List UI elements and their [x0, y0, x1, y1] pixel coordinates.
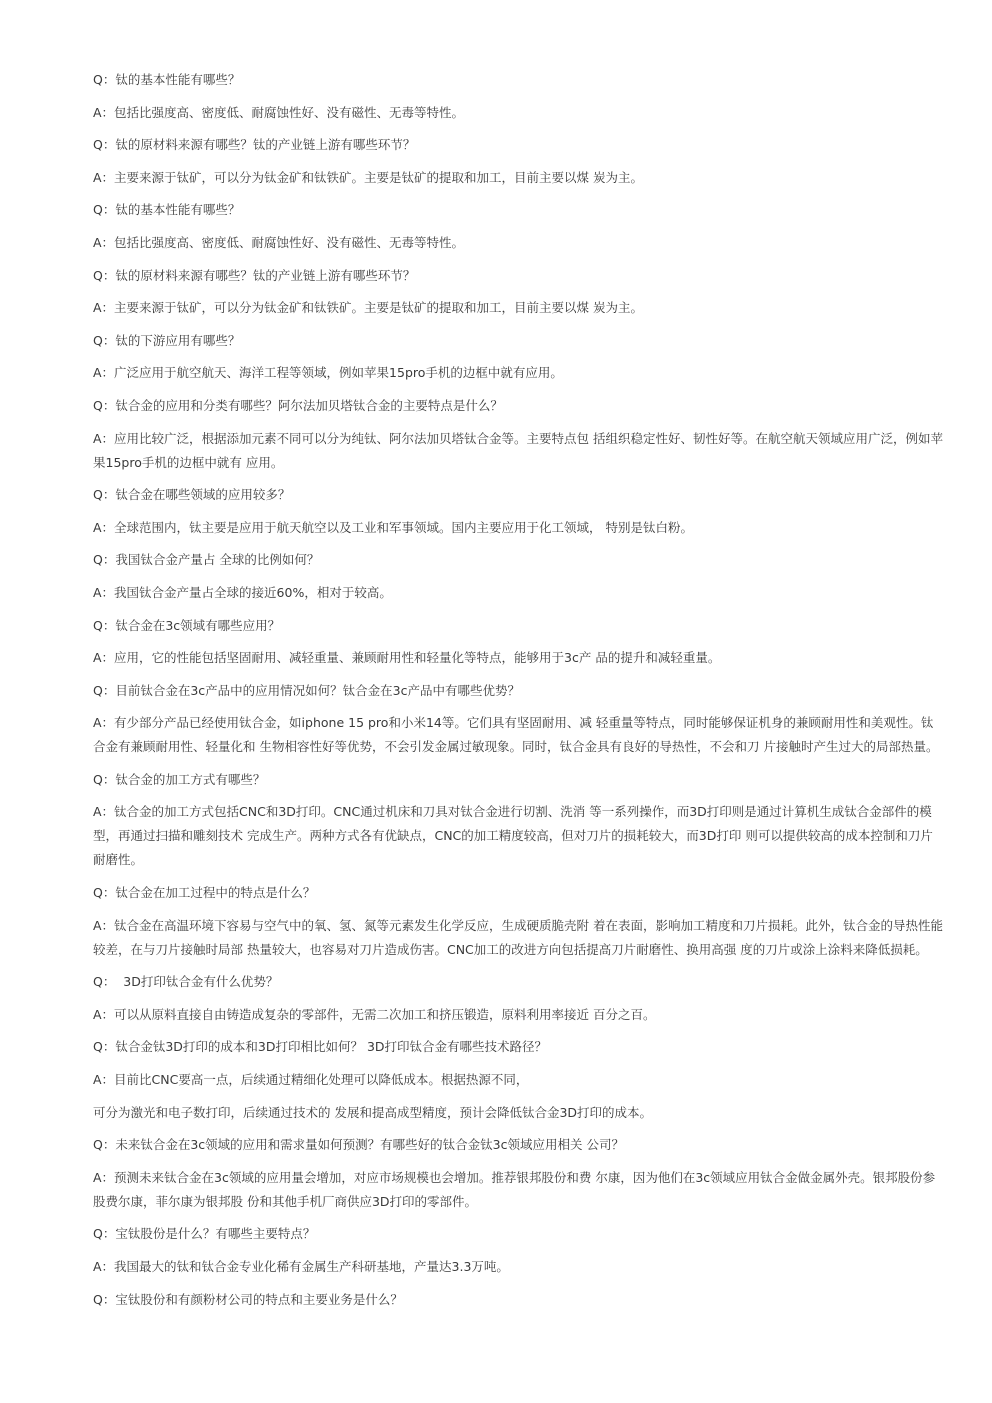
answer-text: A：主要来源于钛矿，可以分为钛金矿和钛铁矿。主要是钛矿的提取和加工，目前主要以煤 炭为主。 [93, 300, 644, 316]
answer-text: A：钛合金在高温环境下容易与空气中的氧、氢、氮等元素发生化学反应，生成硬质脆壳附 着在表面，影响加工精度和刀片损耗。此外，钛合金的导热性能较差，在与刀片接触时局部 热量较大，也容易对刀片造成伤害。CNC加工的改进方向包括提高刀片耐磨性、换用高强 度的刀片或涂上涂料来降低损耗。 [93, 917, 944, 957]
question-text: Q：钛合金的加工方式有哪些？ [93, 771, 266, 787]
question-text: Q：钛合金的应用和分类有哪些？阿尔法加贝塔钛合金的主要特点是什么？ [93, 397, 503, 413]
answer-text: A：应用，它的性能包括坚固耐用、减轻重量、兼顾耐用性和轻量化等特点，能够用于3c产 品的提升和减轻重量。 [93, 650, 721, 666]
answer-text: A：广泛应用于航空航天、海洋工程等领域，例如苹果15pro手机的边框中就有应用。 [93, 365, 563, 381]
answer-text: A：我国最大的钛和钛合金专业化稀有金属生产科研基地，产量达3.3万吨。 [93, 1259, 509, 1274]
question-text: Q：未来钛合金在3c领域的应用和需求量如何预测？有哪些好的钛合金钛3c领域应用相关 公司？ [93, 1137, 624, 1153]
answer-text: A：目前比CNC要高一点，后续通过精细化处理可以降低成本。根据热源不同， [93, 1072, 529, 1088]
answer-text: A：包括比强度高、密度低、耐腐蚀性好、没有磁性、无毒等特性。 [93, 104, 465, 120]
question-text: Q：宝钛股份和有颜粉材公司的特点和主要业务是什么？ [93, 1291, 403, 1307]
question-text: Q：钛合金在哪些领域的应用较多？ [93, 487, 291, 503]
question-text: Q：我国钛合金产量占 全球的比例如何？ [93, 552, 320, 568]
question-text: Q：钛的基本性能有哪些？ [93, 72, 241, 87]
question-text: Q：钛的基本性能有哪些？ [93, 202, 241, 218]
question-text: Q：钛的原材料来源有哪些？钛的产业链上游有哪些环节？ [93, 267, 416, 283]
question-text: Q：钛合金在3c领域有哪些应用？ [93, 617, 281, 633]
question-text: Q：钛合金在加工过程中的特点是什么？ [93, 885, 316, 901]
question-text: Q：目前钛合金在3c产品中的应用情况如何？钛合金在3c产品中有哪些优势？ [93, 682, 520, 698]
answer-text: A：包括比强度高、密度低、耐腐蚀性好、没有磁性、无毒等特性。 [93, 234, 465, 250]
answer-text: A：有少部分产品已经使用钛合金，如iphone 15 pro和小米14等。它们具有坚固耐用、减 轻重量等特点，同时能够保证机身的兼顾耐用性和美观性。钛合金有兼顾耐用性、轻量化和 生物相容性好等优势，不会引发金属过敏现象。同时，钛合金具有良好的导热性，不会和刀 片接触时产生过大的局部热量。 [93, 715, 939, 755]
question-text: Q：钛的下游应用有哪些？ [93, 332, 241, 348]
document-body [93, 68, 945, 1320]
answer-text: A：可以从原料直接自由铸造成复杂的零部件，无需二次加工和挤压锻造，原料利用率接近 百分之百。 [93, 1006, 656, 1022]
answer-text: A：钛合金的加工方式包括CNC和3D打印。CNC通过机床和刀具对钛合金进行切割、洗消 等一系列操作，而3D打印则是通过计算机生成钛合金部件的模型，再通过扫描和雕刻技术 完成生产。两种方式各有优缺点，CNC的加工精度较高，但对刀片的损耗较大，而3D打印 则可以提供较高的成本控制和刀片耐磨性。 [93, 804, 933, 868]
answer-text: A：应用比较广泛，根据添加元素不同可以分为纯钛、阿尔法加贝塔钛合金等。主要特点包 括组织稳定性好、韧性好等。在航空航天领域应用广泛，例如苹果15pro手机的边框中就有 应用。 [93, 430, 944, 470]
question-text: Q：宝钛股份是什么？有哪些主要特点？ [93, 1226, 316, 1242]
answer-text: A：我国钛合金产量占全球的接近60%，相对于较高。 [93, 584, 392, 600]
answer-continuation-text: 可分为激光和电子数打印，后续通过技术的 发展和提高成型精度，预计会降低钛合金3D打印的成本。 [93, 1104, 653, 1120]
answer-text: A：主要来源于钛矿，可以分为钛金矿和钛铁矿。主要是钛矿的提取和加工，目前主要以煤 炭为主。 [93, 169, 644, 185]
answer-text: A：预测未来钛合金在3c领域的应用量会增加，对应市场规模也会增加。推荐银邦股份和费 尔康，因为他们在3c领域应用钛合金做金属外壳。银邦股份参股费尔康，菲尔康为银邦股 份和其他手机厂商供应3D打印的零部件。 [93, 1169, 936, 1209]
answer-text: A：全球范围内，钛主要是应用于航天航空以及工业和军事领域。国内主要应用于化工领域， 特别是钛白粉。 [93, 519, 694, 535]
question-text: Q： 3D打印钛合金有什么优势？ [93, 974, 279, 990]
question-text: Q：钛合金钛3D打印的成本和3D打印相比如何？ 3D打印钛合金有哪些技术路径？ [93, 1039, 548, 1055]
question-text: Q：钛的原材料来源有哪些？钛的产业链上游有哪些环节？ [93, 137, 416, 153]
